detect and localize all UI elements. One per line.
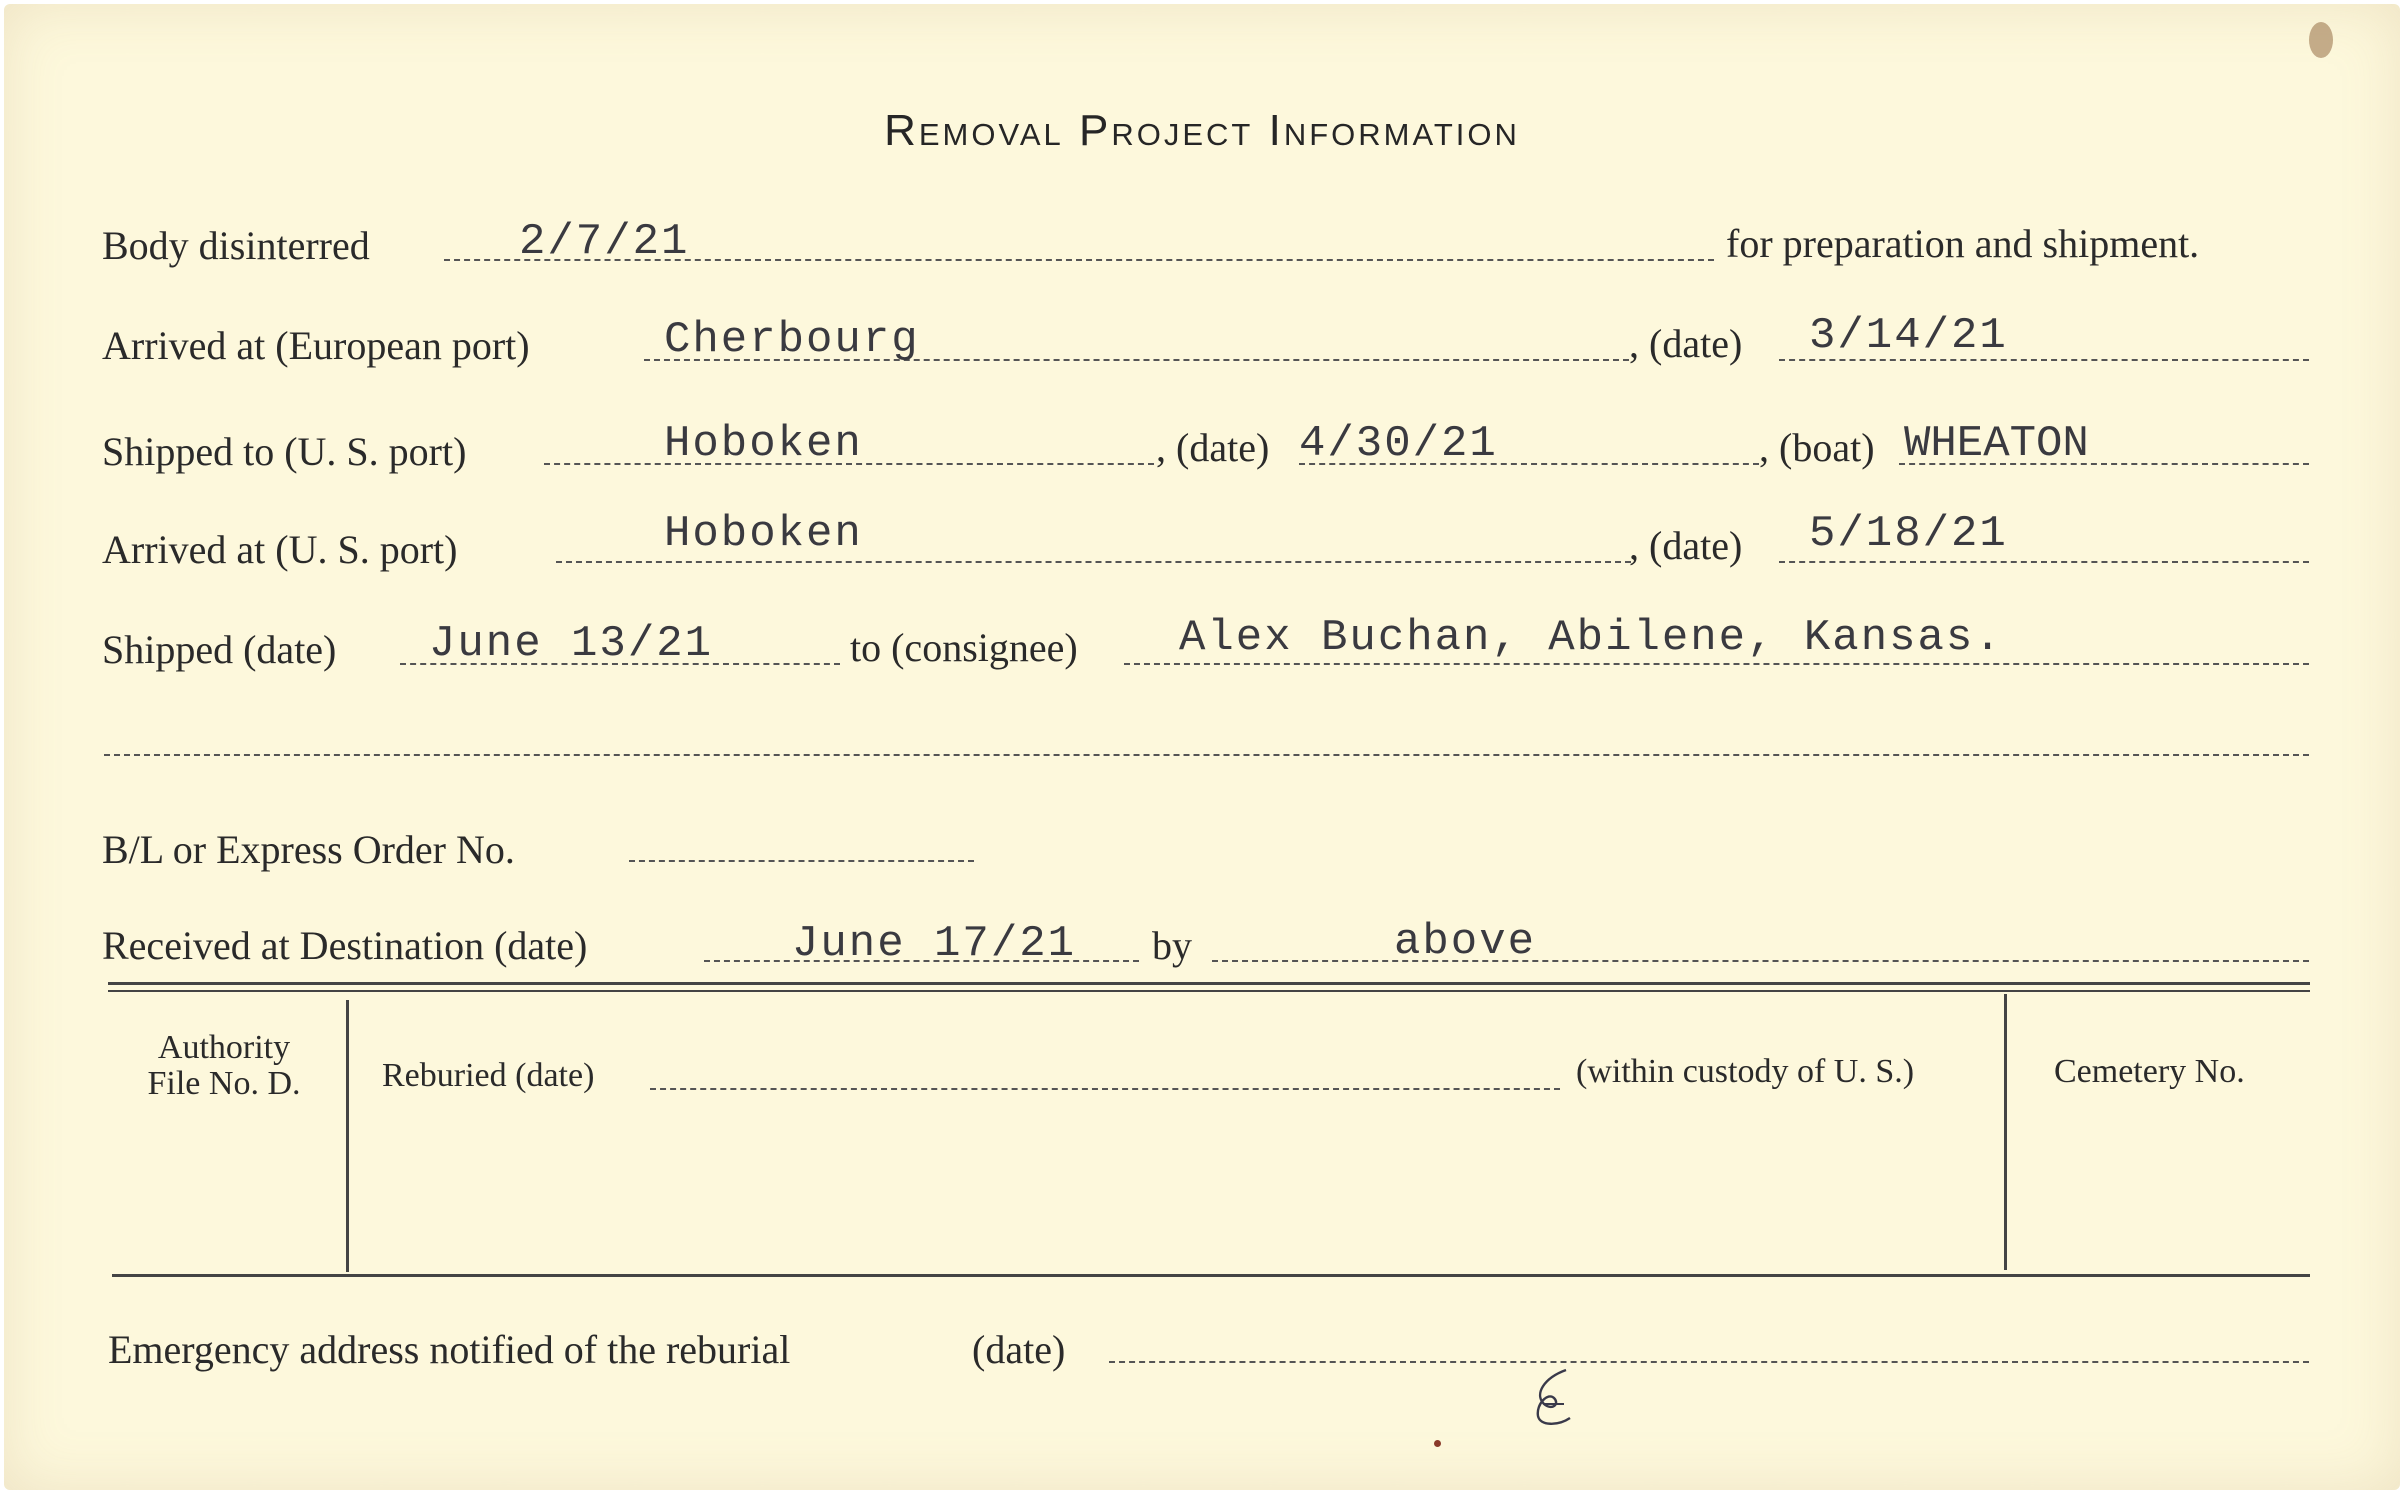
table-divider-left	[346, 1000, 349, 1272]
disinterred-date: 2/7/21	[519, 217, 690, 267]
arrived-us-date-dotted-line	[1779, 561, 2309, 563]
boat-label: , (boat)	[1759, 425, 1875, 470]
shipped-date-value: June 13/21	[429, 619, 714, 669]
bl-dotted-line	[629, 860, 974, 862]
arrived-us-port-dotted-line	[556, 561, 1631, 563]
consignee-dotted-line	[1124, 663, 2309, 665]
arrived-us-port-label: Arrived at (U. S. port)	[102, 527, 458, 572]
bl-label: B/L or Express Order No.	[102, 827, 515, 872]
european-port-date: 3/14/21	[1809, 311, 2008, 361]
reburied-label: Reburied (date)	[382, 1057, 595, 1094]
disinterred-suffix: for preparation and shipment.	[1726, 221, 2200, 266]
shipped-us-port-label: Shipped to (U. S. port)	[102, 429, 467, 474]
received-by-label: by	[1152, 923, 1192, 968]
table-bottom-rule	[112, 1274, 2310, 1277]
table-top-rule	[108, 982, 2310, 985]
disinterred-label: Body disinterred	[102, 223, 370, 268]
form-title: Removal Project Information	[884, 106, 1520, 155]
received-date: June 17/21	[792, 919, 1077, 969]
emergency-dotted-line	[1109, 1361, 2309, 1363]
ink-dot	[1434, 1440, 1441, 1447]
arrived-us-port-value: Hoboken	[664, 509, 863, 559]
consignee-label: to (consignee)	[850, 625, 1078, 670]
record-card	[4, 4, 2400, 1490]
emergency-date-label: (date)	[972, 1327, 1066, 1372]
received-by-value: above	[1394, 917, 1537, 967]
emergency-label: Emergency address notified of the reburial	[108, 1327, 791, 1372]
blank-dotted-line	[104, 754, 2309, 756]
shipped-us-date: 4/30/21	[1299, 419, 1498, 469]
boat-value: WHEATON	[1904, 419, 2089, 469]
european-port-label: Arrived at (European port)	[102, 323, 530, 368]
european-port-value: Cherbourg	[664, 315, 920, 365]
consignee-value: Alex Buchan, Abilene, Kansas.	[1179, 613, 2003, 663]
table-top-rule-inner	[108, 990, 2310, 992]
custody-label: (within custody of U. S.)	[1576, 1053, 1915, 1090]
initials-mark-icon	[1514, 1364, 1594, 1434]
arrived-us-date-label: , (date)	[1629, 523, 1743, 568]
shipped-us-port-value: Hoboken	[664, 419, 863, 469]
arrived-us-date: 5/18/21	[1809, 509, 2008, 559]
cemetery-no-label: Cemetery No.	[2054, 1053, 2245, 1090]
shipped-us-date-label: , (date)	[1156, 425, 1270, 470]
shipped-date-label: Shipped (date)	[102, 627, 337, 672]
paper-stain	[2309, 22, 2333, 58]
european-port-date-label: , (date)	[1629, 321, 1743, 366]
handwritten-initials	[1514, 1364, 1594, 1434]
reburied-dotted-line	[650, 1088, 1560, 1090]
table-divider-right	[2004, 994, 2007, 1270]
received-by-dotted-line	[1212, 960, 2309, 962]
authority-file-label: Authority File No. D.	[147, 1029, 301, 1102]
received-label: Received at Destination (date)	[102, 923, 588, 968]
